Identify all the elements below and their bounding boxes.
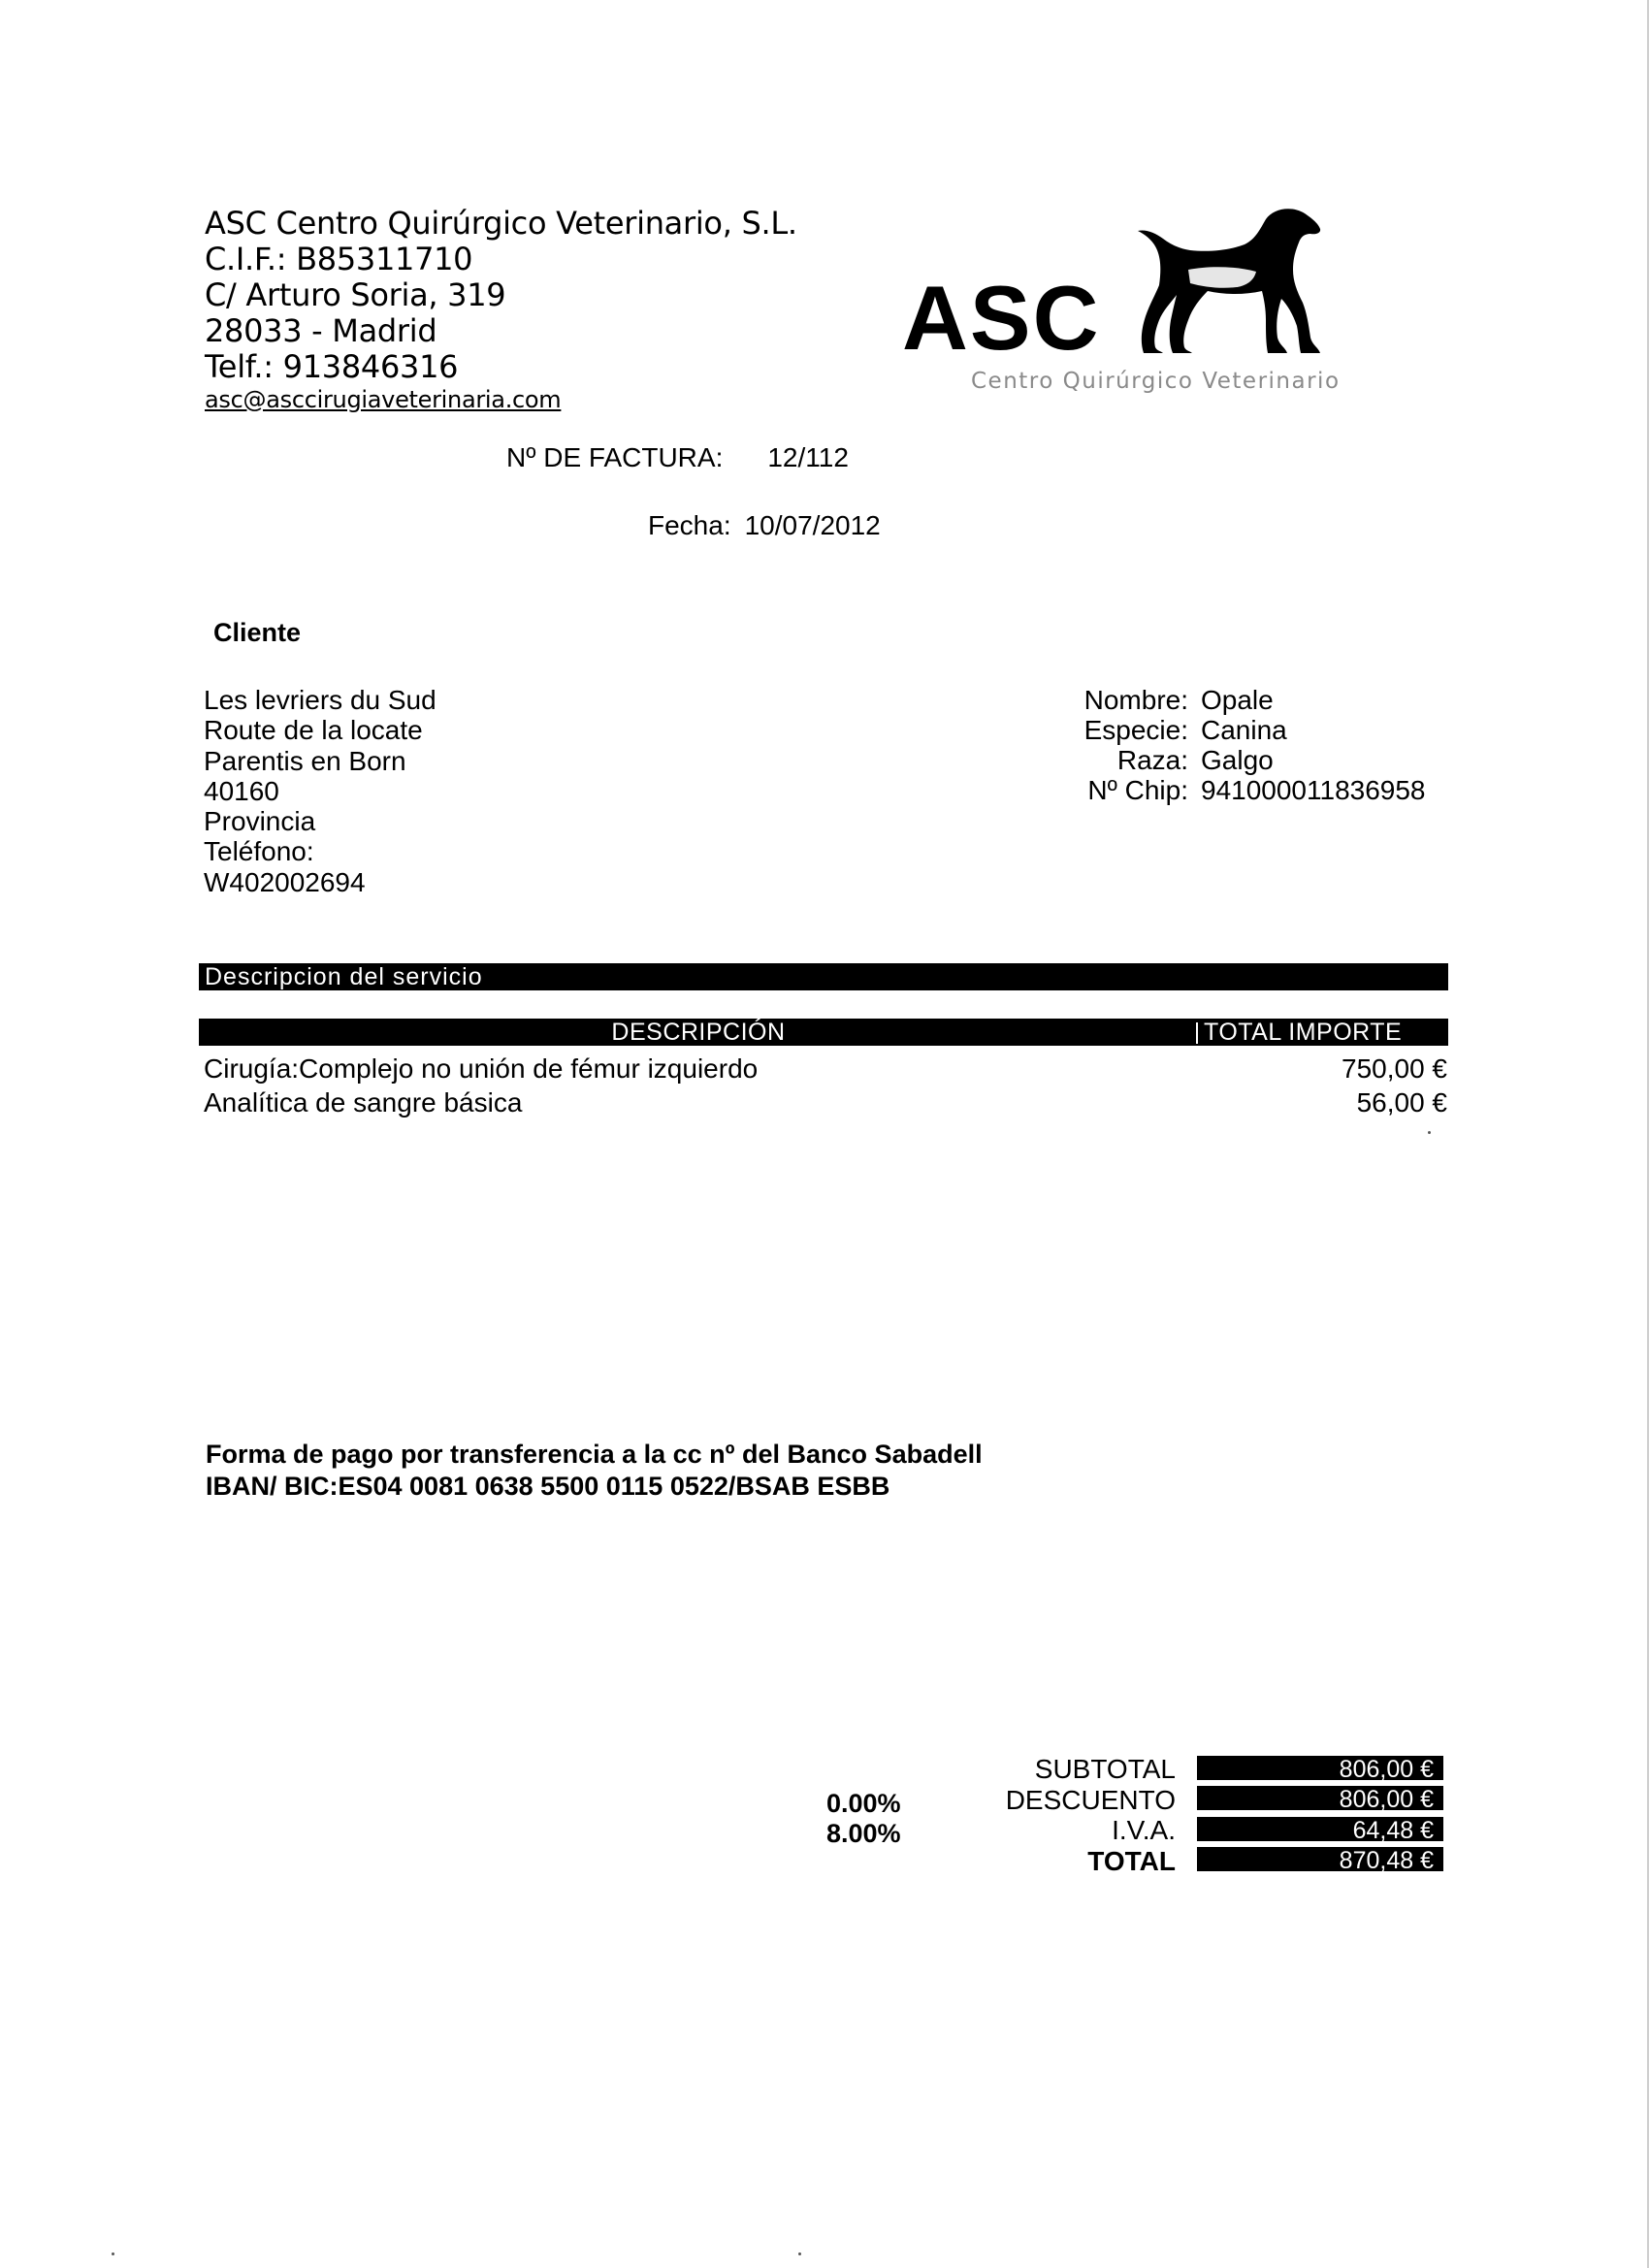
company-cif: C.I.F.: B85311710 — [205, 241, 473, 277]
vat-rate: 8.00% — [826, 1819, 901, 1848]
scan-speck — [1428, 1131, 1431, 1134]
subtotal-row — [912, 1754, 1443, 1785]
vat-label: I.V.A. — [1112, 1815, 1176, 1845]
item-amount: 750,00 € — [1342, 1053, 1447, 1084]
column-header-description: DESCRIPCIÓN — [611, 1019, 786, 1046]
payment-iban: IBAN/ BIC:ES04 0081 0638 5500 0115 0522/BSAB ESBB — [206, 1472, 890, 1501]
pet-breed-row — [1028, 745, 1426, 775]
dog-silhouette-icon — [1120, 202, 1324, 357]
invoice-number: 12/112 — [767, 442, 849, 472]
subtotal-label: SUBTOTAL — [1034, 1754, 1176, 1784]
client-line: Route de la locate — [204, 715, 423, 746]
table-row — [204, 1085, 1447, 1119]
subtotal-value: 806,00 € — [1197, 1756, 1443, 1783]
discount-rate: 0.00% — [826, 1789, 901, 1818]
company-address: C/ Arturo Soria, 319 — [205, 276, 506, 313]
client-line: Teléfono: — [204, 836, 314, 867]
pet-species-label: Especie: — [1083, 715, 1188, 745]
pet-breed-label: Raza: — [1116, 745, 1188, 775]
invoice-number-row — [506, 442, 849, 473]
discount-row — [912, 1785, 1443, 1816]
logo-text: ASC — [902, 267, 1101, 369]
company-phone: Telf.: 913846316 — [205, 348, 459, 385]
column-separator — [1196, 1022, 1198, 1044]
item-amount: 56,00 € — [1356, 1087, 1447, 1118]
invoice-date-label: Fecha: — [648, 510, 731, 540]
pet-chip: 941000011836958 — [1201, 775, 1426, 805]
company-name: ASC Centro Quirúrgico Veterinario, S.L. — [205, 205, 797, 242]
service-section-bar — [199, 963, 1448, 990]
pet-name-row — [1028, 685, 1426, 715]
scan-speck — [112, 2252, 114, 2255]
totals-block — [912, 1754, 1443, 1876]
logo-subtitle: Centro Quirúrgico Veterinario — [971, 369, 1341, 394]
discount-label: DESCUENTO — [1005, 1784, 1176, 1815]
invoice-date-row — [648, 510, 881, 541]
company-block — [205, 206, 797, 413]
pet-chip-row — [1028, 775, 1426, 805]
item-description: Cirugía:Complejo no unión de fémur izquierdo — [204, 1053, 759, 1084]
client-address-block — [204, 685, 436, 897]
service-table-header — [199, 1019, 1448, 1046]
client-line: W402002694 — [204, 866, 366, 897]
pet-breed: Galgo — [1201, 745, 1274, 775]
rate-column — [826, 1789, 901, 1849]
pet-info-block — [1028, 685, 1426, 805]
service-items — [204, 1052, 1447, 1119]
client-title: Cliente — [213, 618, 302, 647]
vat-row — [912, 1815, 1443, 1846]
client-line: 40160 — [204, 775, 279, 806]
payment-info — [206, 1439, 983, 1503]
payment-method: Forma de pago por transferencia a la cc nº del Banco Sabadell — [206, 1440, 983, 1469]
client-line: Provincia — [204, 806, 316, 837]
pet-name: Opale — [1201, 685, 1274, 715]
invoice-date: 10/07/2012 — [744, 510, 881, 540]
table-row — [204, 1052, 1447, 1085]
vat-value: 64,48 € — [1197, 1817, 1443, 1844]
discount-value: 806,00 € — [1197, 1786, 1443, 1813]
pet-species-row — [1028, 715, 1426, 745]
client-line: Parentis en Born — [204, 745, 406, 776]
client-line: Les levriers du Sud — [204, 685, 436, 715]
total-value: 870,48 € — [1197, 1847, 1443, 1874]
total-row — [912, 1846, 1443, 1877]
pet-name-label: Nombre: — [1083, 685, 1188, 715]
pet-species: Canina — [1201, 715, 1287, 745]
total-label: TOTAL — [1087, 1845, 1176, 1876]
service-section-title: Descripcion del servicio — [205, 963, 483, 990]
company-city: 28033 - Madrid — [205, 312, 437, 349]
item-description: Analítica de sangre básica — [204, 1087, 523, 1118]
scan-speck — [798, 2252, 801, 2255]
pet-chip-label: Nº Chip: — [1087, 775, 1188, 805]
company-email[interactable]: asc@asccirugiaveterinaria.com — [205, 386, 562, 413]
invoice-number-label: Nº DE FACTURA: — [506, 442, 724, 472]
column-header-total: TOTAL IMPORTE — [1204, 1019, 1403, 1046]
